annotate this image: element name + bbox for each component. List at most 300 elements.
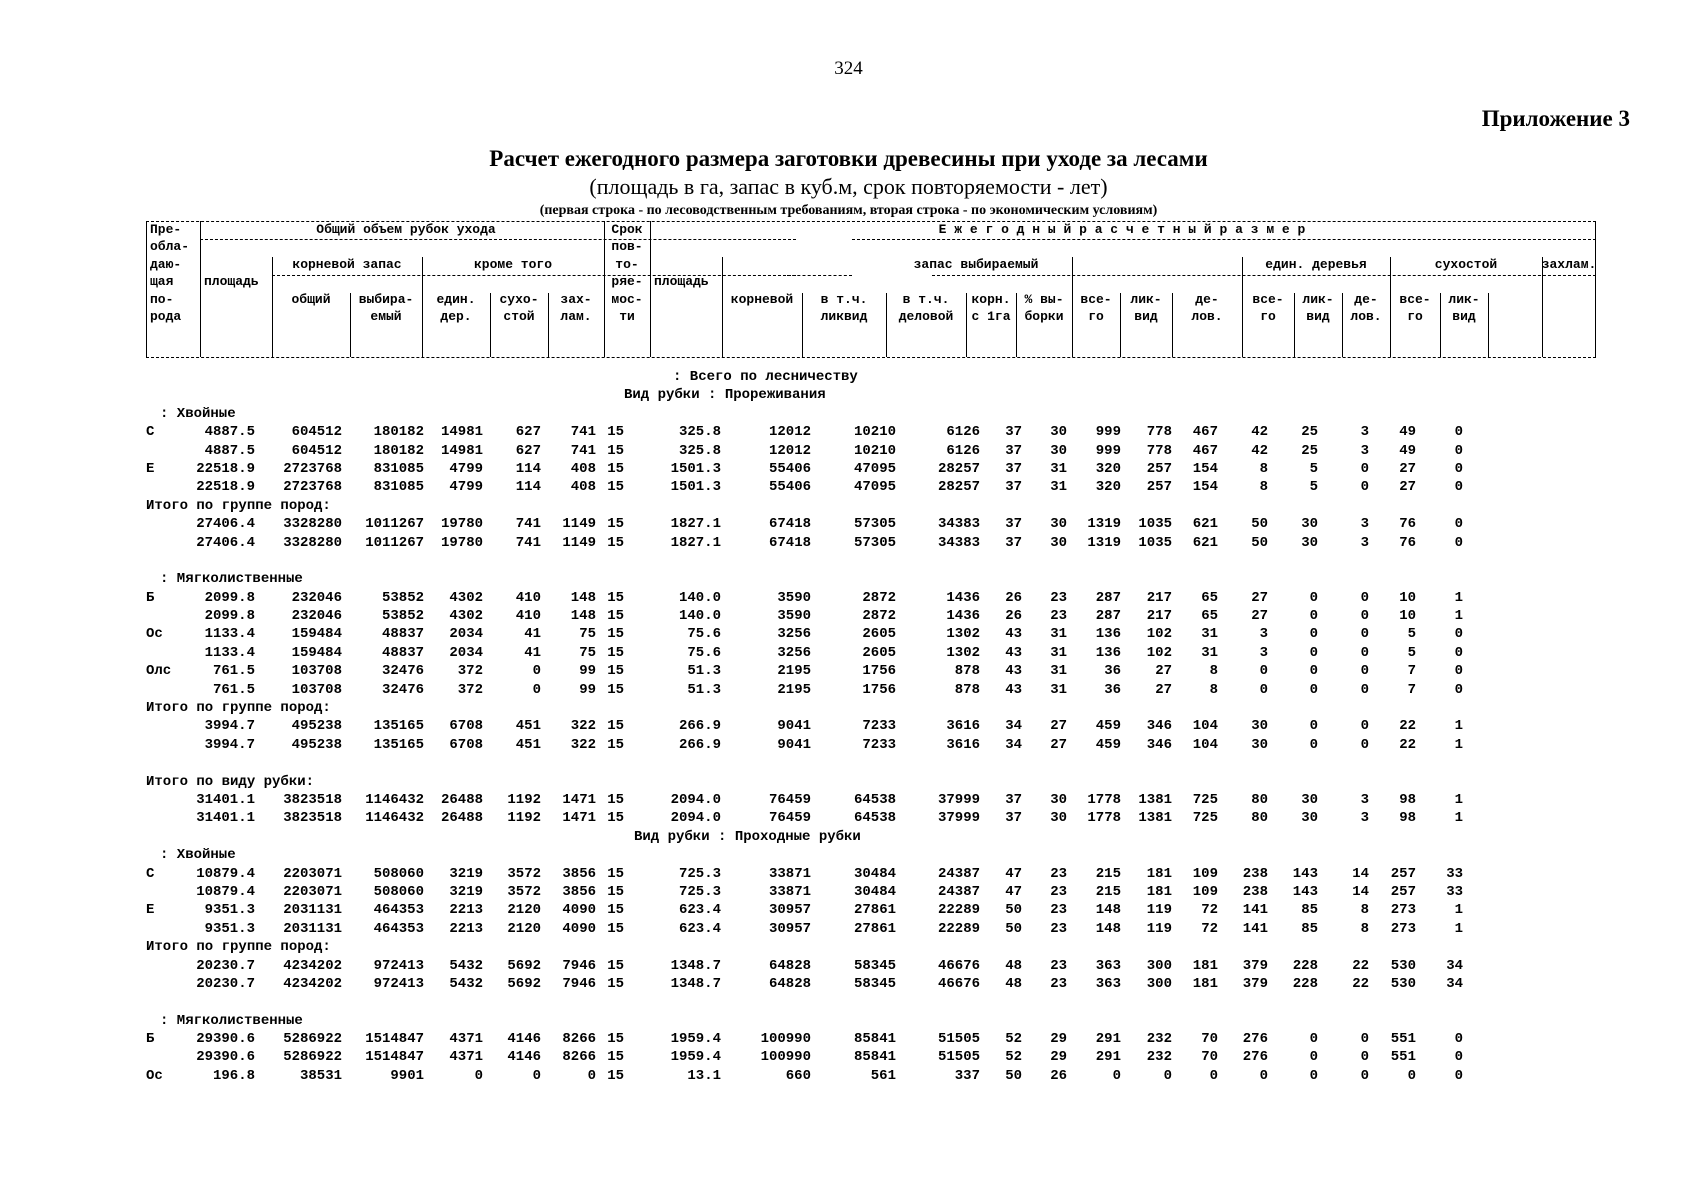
table-cell: 27406.4	[196, 534, 255, 551]
table-row	[146, 717, 1596, 735]
table-cell: 1	[1454, 920, 1463, 937]
table-cell: 52	[1005, 1049, 1022, 1066]
table-cell: 10	[1399, 589, 1416, 606]
table-cell: 41	[524, 626, 541, 643]
table-cell: 0	[1454, 1067, 1463, 1084]
table-cell: 22518.9	[196, 460, 255, 477]
table-cell: 27	[1155, 681, 1172, 698]
species-code: Ос	[146, 1067, 163, 1084]
table-cell: 30	[1050, 791, 1067, 808]
table-cell: 27	[1251, 589, 1268, 606]
table-cell: 741	[570, 442, 596, 459]
table-cell: 0	[1454, 1031, 1463, 1048]
hdr-liquid: ликвид	[820, 309, 868, 324]
table-cell: 23	[1050, 865, 1067, 882]
table-cell: 143	[1292, 883, 1318, 900]
table-cell: 232046	[291, 608, 342, 625]
table-cell: 37	[1005, 424, 1022, 441]
table-cell: 1	[1454, 718, 1463, 735]
appendix-label: Приложение 3	[1481, 106, 1630, 131]
table-cell: 1348.7	[670, 957, 721, 974]
table-cell: 15	[607, 534, 624, 551]
table-cell: 5	[1407, 644, 1416, 661]
table-cell: 3572	[507, 883, 541, 900]
table-cell: 228	[1292, 957, 1318, 974]
subtotal-label: Итого по группе пород:	[146, 497, 331, 514]
hdr-pct-1: % вы-	[1024, 292, 1064, 307]
table-cell: 30	[1301, 791, 1318, 808]
table-cell: 725.3	[678, 883, 721, 900]
header-rule-bottom	[146, 357, 1596, 358]
table-cell: 325.8	[678, 442, 721, 459]
table-cell: 8	[1360, 902, 1369, 919]
hdr-stock-selected: запас выбираемый	[913, 257, 1039, 272]
table-row	[146, 589, 1596, 607]
table-cell: 3	[1360, 424, 1369, 441]
table-cell: 14	[1352, 883, 1369, 900]
table-cell: 26	[1050, 1067, 1067, 1084]
table-cell: 34383	[937, 534, 980, 551]
vline	[1595, 221, 1596, 357]
table-cell: 5	[1407, 626, 1416, 643]
table-cell: 4887.5	[204, 424, 255, 441]
table-cell: 2203071	[283, 883, 342, 900]
table-cell: 5286922	[283, 1031, 342, 1048]
table-row	[146, 1048, 1596, 1066]
table-cell: 0	[1454, 460, 1463, 477]
table-cell: 1	[1454, 736, 1463, 753]
table-row	[146, 644, 1596, 662]
species-group-label: : Хвойные	[160, 405, 236, 422]
table-cell: 47	[1005, 883, 1022, 900]
table-cell: 322	[570, 718, 596, 735]
table-cell: 0	[474, 1067, 483, 1084]
table-cell: 70	[1201, 1031, 1218, 1048]
hdr-fliq-1: лик-	[1448, 292, 1480, 307]
table-cell: 37999	[937, 791, 980, 808]
table-cell: 10879.4	[196, 883, 255, 900]
table-cell: 8266	[562, 1049, 596, 1066]
table-cell: 9041	[777, 736, 811, 753]
table-cell: 85	[1301, 902, 1318, 919]
table-cell: 114	[515, 479, 541, 496]
table-cell: 4090	[562, 920, 596, 937]
table-cell: 30	[1301, 534, 1318, 551]
table-cell: 320	[1095, 460, 1121, 477]
table-cell: 7233	[862, 718, 896, 735]
table-cell: 15	[607, 442, 624, 459]
table-cell: 3590	[777, 589, 811, 606]
section-row	[146, 828, 1596, 846]
hdr-incl-1: в т.ч.	[820, 292, 868, 307]
table-cell: 2034	[449, 626, 483, 643]
vline	[1488, 293, 1489, 357]
table-cell: 37	[1005, 810, 1022, 827]
vline	[200, 221, 201, 357]
table-cell: 72	[1201, 902, 1218, 919]
table-cell: 408	[570, 460, 596, 477]
vline	[1072, 257, 1073, 357]
table-cell: 29	[1050, 1031, 1067, 1048]
table-cell: 217	[1146, 589, 1172, 606]
table-cell: 408	[570, 479, 596, 496]
species-group-label: : Мягколиственные	[160, 571, 303, 588]
table-cell: 15	[607, 865, 624, 882]
hdr-dliq-2: вид	[1306, 309, 1330, 324]
table-cell: 102	[1146, 626, 1172, 643]
table-cell: 31	[1050, 479, 1067, 496]
table-cell: 22	[1399, 736, 1416, 753]
table-cell: 6708	[449, 718, 483, 735]
table-cell: 102	[1146, 644, 1172, 661]
hdr-annual: Е ж е г о д н ы й р а с ч е т н ы й р а з м е р	[938, 222, 1306, 237]
table-cell: 2605	[862, 644, 896, 661]
table-cell: 0	[1309, 736, 1318, 753]
table-cell: 878	[954, 681, 980, 698]
table-cell: 19780	[440, 516, 483, 533]
vline	[1120, 293, 1121, 357]
table-cell: 99	[579, 663, 596, 680]
table-cell: 2120	[507, 920, 541, 937]
table-cell: 23	[1050, 957, 1067, 974]
table-cell: 27	[1050, 736, 1067, 753]
table-cell: 119	[1146, 902, 1172, 919]
hdr-liq-2: вид	[1134, 309, 1158, 324]
table-cell: 8	[1209, 663, 1218, 680]
vline	[802, 293, 803, 357]
table-cell: 36	[1104, 663, 1121, 680]
blank-row	[146, 552, 1596, 570]
table-cell: 1514847	[365, 1031, 424, 1048]
table-cell: 135165	[373, 718, 424, 735]
table-cell: 37	[1005, 534, 1022, 551]
hdr-term-2: пов-	[611, 239, 643, 254]
table-cell: 0	[1454, 516, 1463, 533]
table-cell: 232046	[291, 589, 342, 606]
table-cell: 831085	[373, 479, 424, 496]
table-cell: 103708	[291, 663, 342, 680]
table-cell: 15	[607, 736, 624, 753]
table-cell: 3	[1360, 810, 1369, 827]
table-cell: 379	[1242, 975, 1268, 992]
table-cell: 1011267	[365, 534, 424, 551]
table-cell: 27	[1050, 718, 1067, 735]
table-cell: 22289	[937, 902, 980, 919]
table-cell: 1011267	[365, 516, 424, 533]
table-cell: 0	[1309, 718, 1318, 735]
table-row	[146, 883, 1596, 901]
blank-row	[146, 993, 1596, 1011]
table-row	[146, 901, 1596, 919]
table-cell: 27	[1399, 479, 1416, 496]
species-code: Олс	[146, 663, 172, 680]
table-row	[146, 957, 1596, 975]
species-code: Б	[146, 589, 155, 606]
table-cell: 15	[607, 883, 624, 900]
table-cell: 47095	[853, 460, 896, 477]
table-cell: 0	[1360, 663, 1369, 680]
table-cell: 64828	[768, 957, 811, 974]
table-cell: 30957	[768, 920, 811, 937]
table-cell: 34	[1005, 718, 1022, 735]
hdr-species-5: по-	[150, 292, 174, 307]
table-cell: 15	[607, 718, 624, 735]
table-cell: 103708	[291, 681, 342, 698]
hdr-area-2: площадь	[654, 274, 709, 289]
table-cell: 104	[1192, 718, 1218, 735]
table-cell: 9351.3	[204, 902, 255, 919]
table-cell: 42	[1251, 442, 1268, 459]
table-cell: 3328280	[283, 534, 342, 551]
hdr-term-1: Срок	[611, 222, 643, 237]
hdr-fall-1: все-	[1399, 292, 1431, 307]
table-cell: 725	[1192, 810, 1218, 827]
table-cell: 15	[607, 1067, 624, 1084]
vline	[272, 257, 273, 357]
table-cell: 551	[1390, 1031, 1416, 1048]
vline	[490, 293, 491, 357]
hdr-fallen-1: зах-	[560, 292, 592, 307]
table-cell: 15	[607, 902, 624, 919]
table-cell: 2094.0	[670, 791, 721, 808]
table-cell: 530	[1390, 975, 1416, 992]
hdr-bus-2: лов.	[1191, 309, 1223, 324]
table-cell: 621	[1192, 516, 1218, 533]
table-cell: 22	[1352, 975, 1369, 992]
table-cell: 148	[1095, 902, 1121, 919]
table-cell: 322	[570, 736, 596, 753]
table-cell: 30484	[853, 883, 896, 900]
table-cell: 999	[1095, 424, 1121, 441]
vline	[1242, 257, 1243, 357]
table-cell: 58345	[853, 957, 896, 974]
table-cell: 4302	[449, 608, 483, 625]
hdr-species-1: Пре-	[150, 222, 182, 237]
hdr-root-ha-1: корн.	[971, 292, 1011, 307]
table-cell: 459	[1095, 736, 1121, 753]
table-cell: 257	[1390, 865, 1416, 882]
table-cell: 604512	[291, 424, 342, 441]
table-cell: 0	[1360, 479, 1369, 496]
table-cell: 154	[1192, 479, 1218, 496]
hdr-species-3: даю-	[150, 257, 182, 272]
table-cell: 451	[515, 736, 541, 753]
table-cell: 31	[1201, 626, 1218, 643]
table-cell: 3823518	[283, 810, 342, 827]
table-cell: 257	[1146, 479, 1172, 496]
table-cell: 1381	[1138, 791, 1172, 808]
table-cell: 3	[1360, 791, 1369, 808]
table-cell: 363	[1095, 975, 1121, 992]
table-cell: 1778	[1087, 791, 1121, 808]
table-cell: 0	[532, 663, 541, 680]
species-code: С	[146, 865, 155, 882]
table-cell: 0	[1309, 1049, 1318, 1066]
table-cell: 57305	[853, 534, 896, 551]
table-cell: 27	[1155, 663, 1172, 680]
label-row	[146, 773, 1596, 791]
table-cell: 1035	[1138, 534, 1172, 551]
table-cell: 196.8	[212, 1067, 255, 1084]
table-cell: 30	[1050, 424, 1067, 441]
table-cell: 31401.1	[196, 791, 255, 808]
table-cell: 12012	[768, 424, 811, 441]
table-cell: 48	[1005, 957, 1022, 974]
table-cell: 215	[1095, 883, 1121, 900]
table-cell: 878	[954, 663, 980, 680]
table-cell: 0	[1454, 424, 1463, 441]
species-code: Б	[146, 1031, 155, 1048]
table-cell: 159484	[291, 644, 342, 661]
table-cell: 37	[1005, 791, 1022, 808]
table-cell: 3616	[946, 736, 980, 753]
table-cell: 6126	[946, 424, 980, 441]
table-cell: 26488	[440, 810, 483, 827]
table-cell: 3590	[777, 608, 811, 625]
header-rule-volume	[200, 239, 796, 240]
table-cell: 0	[587, 1067, 596, 1084]
hdr-total-volume: Общий объем рубок ухода	[316, 222, 496, 237]
table-cell: 3219	[449, 865, 483, 882]
table-cell: 1149	[562, 516, 596, 533]
table-cell: 31	[1050, 644, 1067, 661]
table-cell: 48837	[381, 644, 424, 661]
table-cell: 31	[1050, 460, 1067, 477]
page-number: 324	[834, 58, 863, 79]
table-cell: 623.4	[678, 920, 721, 937]
table-cell: 4234202	[283, 957, 342, 974]
section-heading: Вид рубки : Прореживания	[624, 387, 826, 404]
table-cell: 30	[1050, 534, 1067, 551]
table-cell: 15	[607, 1031, 624, 1048]
species-group-label: : Мягколиственные	[160, 1012, 303, 1029]
table-cell: 143	[1292, 865, 1318, 882]
table-cell: 23	[1050, 883, 1067, 900]
table-cell: 140.0	[678, 608, 721, 625]
table-cell: 273	[1390, 920, 1416, 937]
table-cell: 49	[1399, 442, 1416, 459]
table-cell: 8	[1259, 479, 1268, 496]
table-cell: 215	[1095, 865, 1121, 882]
table-cell: 37999	[937, 810, 980, 827]
table-cell: 5432	[449, 975, 483, 992]
table-cell: 30	[1050, 516, 1067, 533]
hdr-besides: кроме того	[473, 257, 553, 272]
table-cell: 24387	[937, 865, 980, 882]
table-cell: 136	[1095, 626, 1121, 643]
table-cell: 50	[1251, 534, 1268, 551]
header-rule-stock	[272, 275, 796, 276]
table-cell: 10	[1399, 608, 1416, 625]
table-cell: 5692	[507, 957, 541, 974]
table-cell: 80	[1251, 810, 1268, 827]
table-cell: 660	[785, 1067, 811, 1084]
table-cell: 180182	[373, 424, 424, 441]
table-cell: 276	[1242, 1049, 1268, 1066]
table-cell: 1	[1454, 608, 1463, 625]
table-cell: 37	[1005, 516, 1022, 533]
table-cell: 238	[1242, 883, 1268, 900]
table-cell: 26	[1005, 608, 1022, 625]
table-cell: 42	[1251, 424, 1268, 441]
table-cell: 8	[1209, 681, 1218, 698]
table-cell: 6708	[449, 736, 483, 753]
table-cell: 266.9	[678, 718, 721, 735]
table-cell: 232	[1146, 1049, 1172, 1066]
table-cell: 15	[607, 810, 624, 827]
table-cell: 0	[1112, 1067, 1121, 1084]
table-cell: 15	[607, 791, 624, 808]
table-cell: 34	[1446, 975, 1463, 992]
table-cell: 2723768	[283, 460, 342, 477]
table-cell: 1381	[1138, 810, 1172, 827]
table-cell: 2031131	[283, 902, 342, 919]
table-cell: 32476	[381, 681, 424, 698]
table-cell: 37	[1005, 460, 1022, 477]
table-cell: 15	[607, 516, 624, 533]
table-cell: 0	[1309, 589, 1318, 606]
table-cell: 2872	[862, 589, 896, 606]
table-row	[146, 975, 1596, 993]
vline	[1390, 257, 1391, 357]
table-cell: 15	[607, 957, 624, 974]
table-cell: 8266	[562, 1031, 596, 1048]
subtotal-label: Итого по группе пород:	[146, 939, 331, 956]
table-cell: 1959.4	[670, 1031, 721, 1048]
table-cell: 4146	[507, 1049, 541, 1066]
table-cell: 12012	[768, 442, 811, 459]
table-cell: 4146	[507, 1031, 541, 1048]
table-cell: 1192	[507, 810, 541, 827]
label-row	[146, 699, 1596, 717]
table-cell: 459	[1095, 718, 1121, 735]
table-cell: 741	[515, 516, 541, 533]
table-cell: 1319	[1087, 516, 1121, 533]
table-cell: 0	[1360, 589, 1369, 606]
table-cell: 5	[1309, 460, 1318, 477]
table-cell: 337	[954, 1067, 980, 1084]
table-cell: 48	[1005, 975, 1022, 992]
table-cell: 551	[1390, 1049, 1416, 1066]
table-cell: 15	[607, 589, 624, 606]
table-cell: 508060	[373, 883, 424, 900]
table-cell: 2872	[862, 608, 896, 625]
table-cell: 3	[1360, 534, 1369, 551]
table-cell: 467	[1192, 424, 1218, 441]
hdr-fallen-2: лам.	[560, 309, 592, 324]
table-cell: 99	[579, 681, 596, 698]
table-cell: 27861	[853, 902, 896, 919]
table-cell: 26	[1005, 589, 1022, 606]
hdr-dliq-1: лик-	[1302, 292, 1334, 307]
table-cell: 1514847	[365, 1049, 424, 1066]
hdr-area: площадь	[204, 274, 259, 289]
table-cell: 1035	[1138, 516, 1172, 533]
hdr-total: общий	[291, 292, 331, 307]
table-cell: 4887.5	[204, 442, 255, 459]
table-cell: 181	[1192, 957, 1218, 974]
table-cell: 31	[1050, 681, 1067, 698]
table-cell: 33	[1446, 883, 1463, 900]
table-cell: 31	[1201, 644, 1218, 661]
section-row	[146, 386, 1596, 404]
table-cell: 2195	[777, 681, 811, 698]
table-cell: 51.3	[687, 681, 721, 698]
table-cell: 14	[1352, 865, 1369, 882]
table-cell: 181	[1146, 883, 1172, 900]
table-cell: 410	[515, 589, 541, 606]
table-cell: 627	[515, 424, 541, 441]
